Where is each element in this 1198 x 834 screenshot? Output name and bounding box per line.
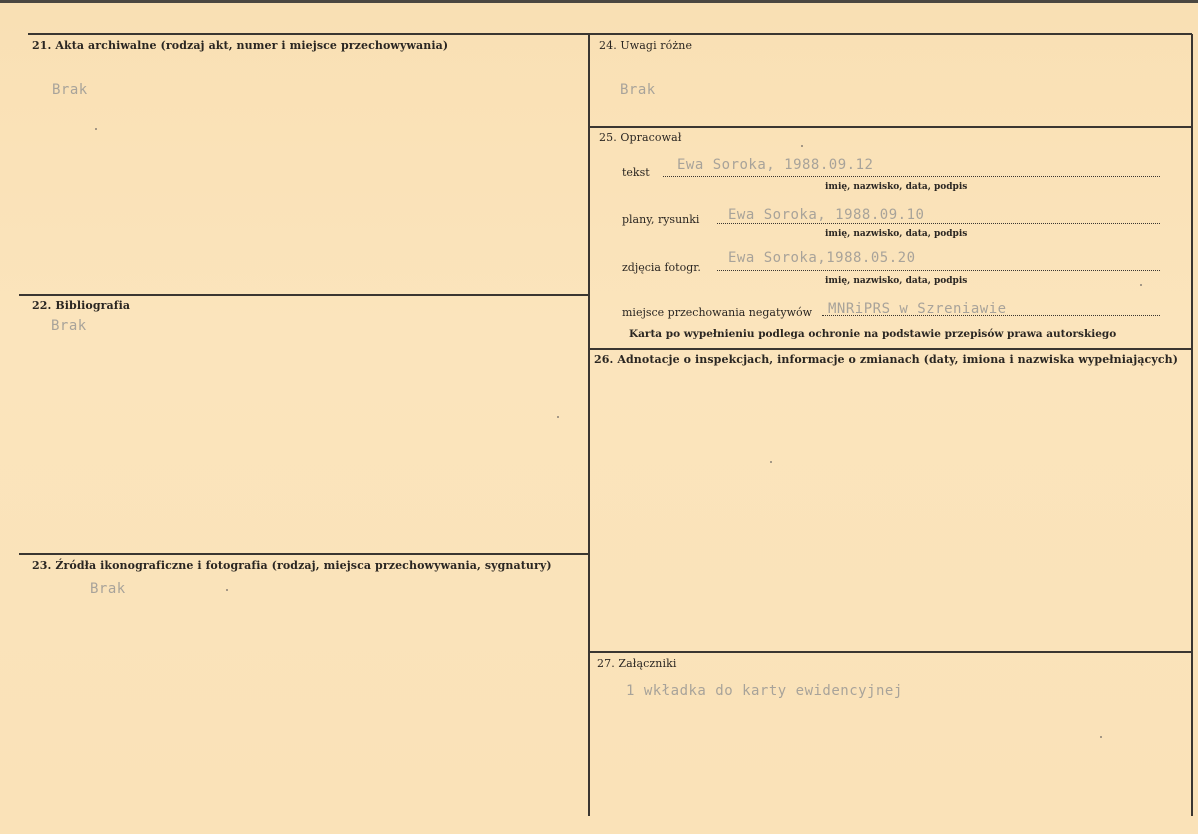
divider-21-22: [19, 294, 589, 296]
section-25-title: 25. Opracował: [599, 131, 682, 144]
section-24-value: Brak: [620, 82, 656, 98]
section-27-title: 27. Załączniki: [597, 657, 677, 670]
section-22-value: Brak: [51, 318, 87, 334]
section-22-title: 22. Bibliografia: [32, 299, 131, 312]
plany-hint: imię, nazwisko, data, podpis: [825, 229, 968, 239]
plany-value: Ewa Soroka, 1988.09.10: [728, 207, 925, 223]
paper-speck: [1140, 284, 1142, 286]
paper-speck: [770, 461, 772, 463]
tekst-label: tekst: [622, 166, 650, 179]
negatywy-label: miejsce przechowania negatywów: [622, 306, 813, 319]
zdjecia-value: Ewa Soroka,1988.05.20: [728, 250, 916, 266]
section-21-title: 21. Akta archiwalne (rodzaj akt, numer i miejsce przechowywania): [32, 39, 449, 52]
tekst-line: [663, 176, 1160, 177]
section-23-value: Brak: [90, 581, 126, 597]
section-23-title: 23. Źródła ikonograficzne i fotografia (rodzaj, miejsca przechowywania, sygnatury): [32, 559, 552, 572]
zdjecia-hint: imię, nazwisko, data, podpis: [825, 276, 968, 286]
divider-22-23: [19, 553, 589, 555]
divider-24-25: [589, 126, 1192, 128]
copyright-notice: Karta po wypełnieniu podlega ochronie na podstawie przepisów prawa autorskiego: [629, 328, 1117, 340]
paper-speck: [801, 145, 803, 147]
tekst-value: Ewa Soroka, 1988.09.12: [677, 157, 874, 173]
plany-label: plany, rysunki: [622, 213, 700, 226]
section-21-value: Brak: [52, 82, 88, 98]
section-27-value: 1 wkładka do karty ewidencyjnej: [626, 683, 903, 699]
tekst-hint: imię, nazwisko, data, podpis: [825, 182, 968, 192]
zdjecia-line: [717, 270, 1160, 271]
paper-speck: [557, 416, 559, 418]
zdjecia-label: zdjęcia fotogr.: [622, 261, 701, 274]
paper-speck: [1100, 736, 1102, 738]
paper-speck: [226, 589, 228, 591]
section-26-title: 26. Adnotacje o inspekcjach, informacje o zmianach (daty, imiona i nazwiska wypełniających): [594, 353, 1179, 366]
negatywy-value: MNRiPRS w Szreniawie: [828, 301, 1007, 317]
divider-25-26: [589, 348, 1192, 350]
divider-26-27: [589, 651, 1192, 653]
right-border: [1191, 34, 1193, 816]
paper-speck: [95, 128, 97, 130]
center-divider: [588, 34, 590, 816]
top-rule: [28, 33, 1192, 35]
section-24-title: 24. Uwagi różne: [599, 39, 693, 52]
negatywy-line: [822, 315, 1160, 316]
plany-line: [717, 223, 1160, 224]
